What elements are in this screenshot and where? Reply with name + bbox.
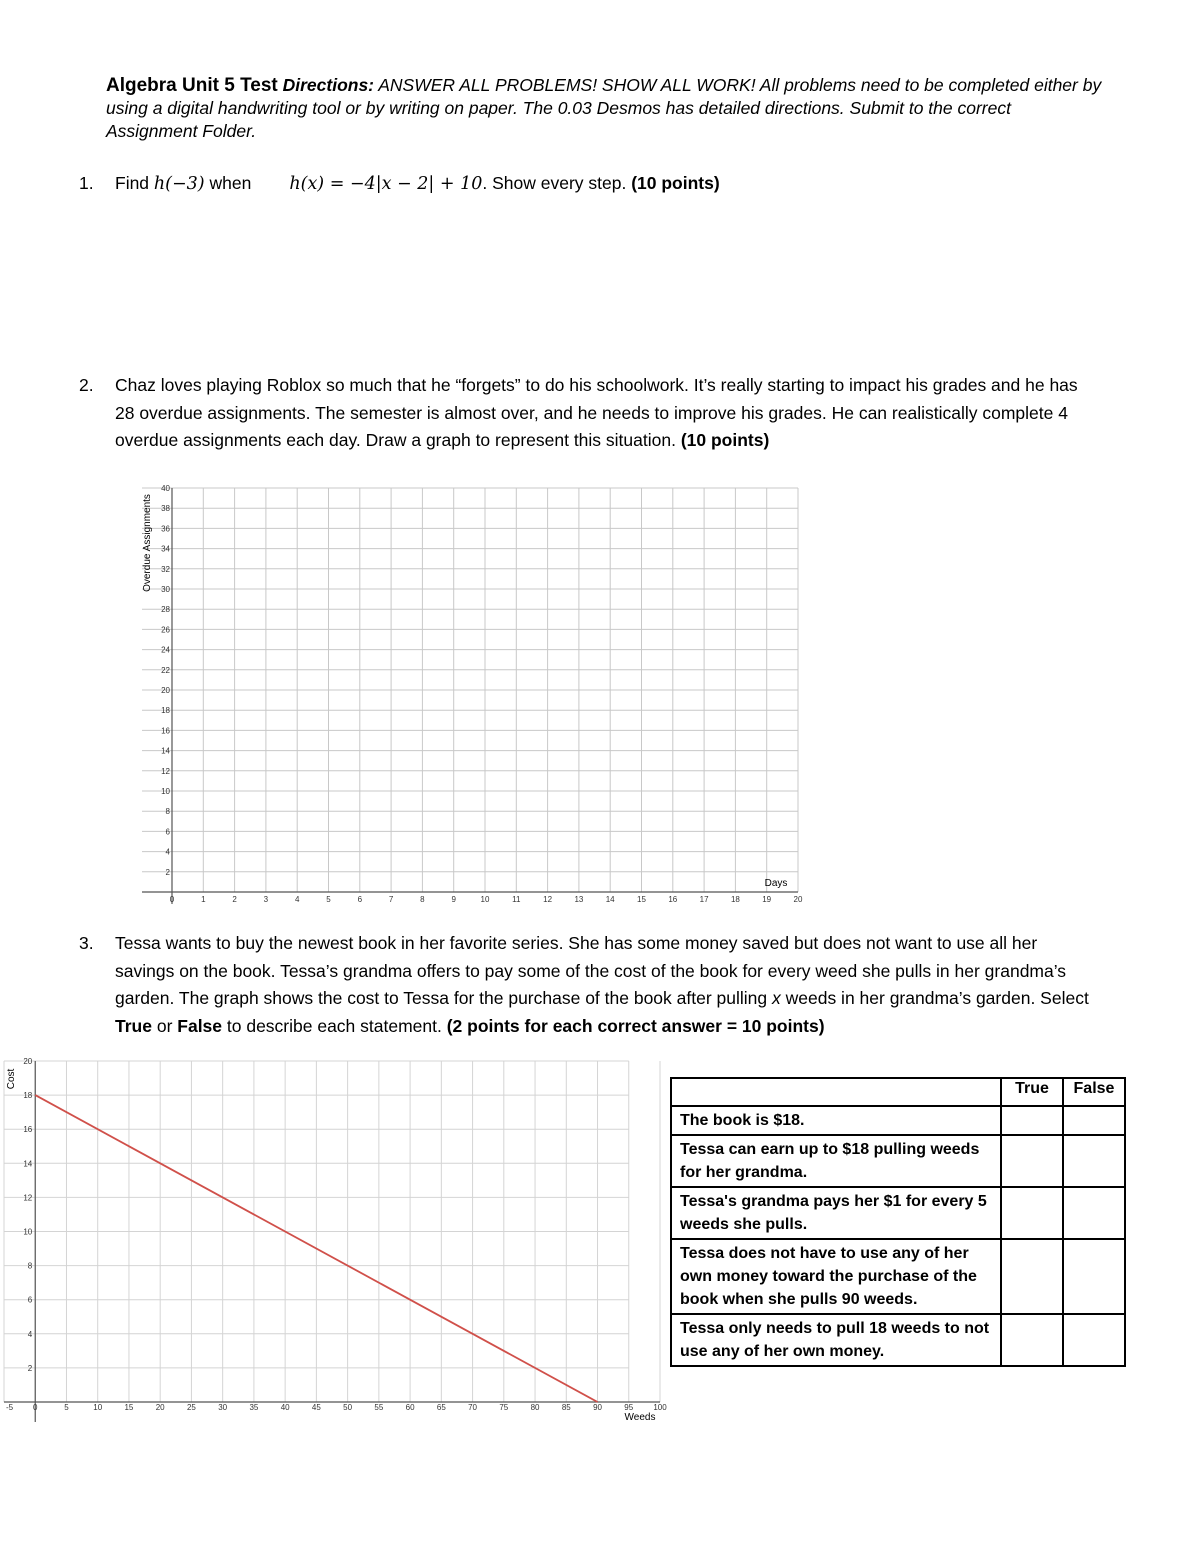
c1-y-tick-label: 4 — [165, 847, 170, 857]
true-header: True — [1001, 1078, 1063, 1106]
c2-y-tick-label: 6 — [27, 1295, 33, 1305]
c2-y-tick-label: 12 — [23, 1193, 33, 1203]
c2-x-tick-label: 25 — [186, 1403, 196, 1412]
c1-x-tick-label: 8 — [420, 895, 425, 904]
c1-y-tick-label: 26 — [161, 625, 170, 635]
c1-y-tick-label: 24 — [161, 645, 170, 655]
q3-points: (2 points for each correct answer = 10 points) — [446, 1015, 825, 1036]
q3-x-var: x — [772, 988, 781, 1008]
table-row — [671, 1187, 1125, 1239]
c1-x-tick-label: 6 — [357, 895, 363, 904]
c1-x-tick-label: 14 — [605, 895, 615, 904]
c1-x-tick-label: 18 — [730, 895, 740, 904]
c1-x-tick-label: 0 — [169, 895, 175, 904]
c2-y-tick-label: 4 — [27, 1329, 33, 1339]
c1-x-tick-label: 17 — [699, 895, 709, 904]
c2-x-tick-label: 0 — [33, 1403, 38, 1412]
q1-text — [115, 170, 1095, 199]
c2-y-tick-label: 20 — [23, 1057, 33, 1066]
c1-y-tick-label: 10 — [161, 787, 170, 796]
q2-number: 2. — [79, 375, 94, 395]
c1-y-tick-label: 28 — [161, 605, 170, 615]
c1-y-tick-labels — [161, 484, 170, 877]
q1-h-of-neg3: h(−3) — [153, 174, 205, 194]
overdue-assignments-grid — [0, 480, 820, 915]
c1-axes — [142, 488, 798, 904]
c2-x-tick-label: 100 — [653, 1403, 667, 1412]
statement-1: The book is $18. — [671, 1106, 1001, 1135]
c1-x-tick-label: 2 — [232, 895, 237, 904]
c2-x-tick-label: 60 — [405, 1403, 415, 1412]
directions-label: Directions: — [282, 75, 375, 95]
c2-y-tick-label: 8 — [27, 1261, 33, 1271]
c1-x-tick-label: 11 — [512, 895, 521, 904]
cost-vs-weeds-chart — [0, 1055, 670, 1435]
c1-y-tick-label: 36 — [161, 524, 170, 534]
c2-x-tick-label: -5 — [6, 1403, 14, 1412]
c1-x-tick-label: 3 — [263, 895, 269, 904]
true-answer-cell-2[interactable] — [1001, 1135, 1063, 1187]
c1-y-tick-label: 34 — [161, 544, 170, 554]
q1-suffix: . Show every step. — [482, 173, 632, 193]
c2-x-tick-label: 85 — [561, 1403, 571, 1412]
q3-true-word: True — [115, 1015, 152, 1036]
c1-y-tick-label: 38 — [161, 504, 170, 514]
test-header — [106, 74, 1106, 143]
c1-x-tick-label: 7 — [388, 895, 394, 904]
c1-x-tick-label: 20 — [793, 895, 803, 904]
c1-y-tick-label: 22 — [161, 665, 170, 675]
q1-number: 1. — [79, 173, 94, 193]
c2-x-tick-label: 95 — [624, 1403, 634, 1412]
statement-5: Tessa only needs to pull 18 weeds to not use any of her own money. — [671, 1314, 1001, 1366]
test-title: Algebra Unit 5 Test — [106, 75, 278, 96]
c1-x-tick-label: 13 — [574, 895, 584, 904]
c2-x-tick-label: 40 — [280, 1403, 290, 1412]
c2-x-tick-label: 45 — [311, 1403, 321, 1412]
c1-x-tick-label: 5 — [326, 895, 331, 904]
c2-x-tick-label: 55 — [374, 1403, 384, 1412]
c2-x-tick-label: 20 — [155, 1403, 165, 1412]
c1-y-axis-label: Overdue Assignments — [142, 494, 153, 592]
c1-y-tick-label: 32 — [161, 564, 170, 574]
statement-3: Tessa's grandma pays her $1 for every 5 weeds she pulls. — [671, 1187, 1001, 1239]
c1-x-tick-label: 4 — [294, 895, 300, 904]
c1-y-tick-label: 12 — [161, 766, 170, 776]
table-row — [671, 1314, 1125, 1366]
true-answer-cell-1[interactable] — [1001, 1106, 1063, 1135]
c2-x-tick-label: 90 — [593, 1403, 602, 1412]
statement-2: Tessa can earn up to $18 pulling weeds for her grandma. — [671, 1135, 1001, 1187]
c2-x-tick-label: 50 — [343, 1403, 353, 1412]
c2-x-tick-label: 30 — [218, 1403, 228, 1412]
q3-number: 3. — [79, 933, 94, 953]
false-answer-cell-5[interactable] — [1063, 1314, 1125, 1366]
q3-body-a: Tessa wants to buy the newest book in her favorite series. She has some money saved but does not want to use all her savings on the book. Tessa’s grandma offers to pay some of the cost of the book for every weed she pulls in her grandma’s garden. The graph shows the cost to Tessa for the purchase of the book after pulling — [115, 933, 1067, 1008]
true-answer-cell-4[interactable] — [1001, 1239, 1063, 1314]
c1-x-tick-label: 10 — [480, 895, 490, 904]
c2-x-tick-label: 5 — [64, 1403, 69, 1412]
c2-x-tick-label: 15 — [124, 1403, 134, 1412]
q1-prefix: Find — [115, 173, 154, 193]
c2-y-tick-label: 14 — [23, 1159, 33, 1169]
c1-y-tick-label: 40 — [161, 484, 170, 493]
c2-x-tick-label: 70 — [468, 1403, 478, 1412]
false-answer-cell-1[interactable] — [1063, 1106, 1125, 1135]
q2-body: Chaz loves playing Roblox so much that he “forgets” to do his schoolwork. It’s really starting to impact his grades and he has 28 overdue assignments. The semester is almost over, and he needs to improve his grades. He can realistically complete 4 overdue assignments each day. Draw a graph to represent this situation. — [115, 375, 1078, 450]
c1-y-tick-label: 2 — [165, 867, 170, 877]
statement-header-cell — [671, 1078, 1001, 1106]
true-false-table — [670, 1077, 1126, 1367]
c1-x-tick-label: 1 — [201, 895, 206, 904]
c2-x-tick-labels — [6, 1403, 667, 1412]
c1-y-tick-label: 16 — [161, 726, 170, 736]
c2-x-tick-label: 80 — [530, 1403, 540, 1412]
q2-points: (10 points) — [680, 430, 770, 450]
true-answer-cell-5[interactable] — [1001, 1314, 1063, 1366]
c1-y-tick-label: 20 — [161, 686, 170, 695]
c1-x-tick-label: 12 — [543, 895, 553, 904]
c2-x-axis-label: Weeds — [624, 1412, 656, 1423]
table-header-row — [671, 1078, 1125, 1106]
c2-y-axis-label: Cost — [6, 1068, 17, 1090]
q1-function: h(x) = −4|x − 2| + 10 — [289, 174, 483, 194]
c2-y-tick-label: 10 — [23, 1227, 33, 1237]
c2-x-tick-label: 35 — [249, 1403, 259, 1412]
statement-4: Tessa does not have to use any of her own money toward the purchase of the book when she pulls 90 weeds. — [671, 1239, 1001, 1314]
q3-text — [115, 930, 1095, 1040]
c2-x-tick-label: 10 — [93, 1403, 103, 1412]
q2-text — [115, 372, 1095, 455]
c1-x-tick-label: 15 — [637, 895, 646, 904]
q3-false-word: False — [177, 1015, 223, 1036]
false-answer-cell-4[interactable] — [1063, 1239, 1125, 1314]
c1-x-tick-label: 16 — [668, 895, 678, 904]
false-answer-cell-2[interactable] — [1063, 1135, 1125, 1187]
c2-y-tick-label: 18 — [23, 1091, 33, 1101]
c1-x-tick-labels — [170, 895, 803, 904]
c2-y-tick-label: 2 — [27, 1363, 33, 1373]
c1-x-tick-label: 19 — [762, 895, 772, 904]
table-row — [671, 1106, 1125, 1135]
q1-points: (10 points) — [631, 173, 720, 193]
directions-text: ANSWER ALL PROBLEMS! SHOW ALL WORK! All problems need to be completed either by using a digital handwriting tool or by writing on paper. The 0.03 Desmos has detailed directions. Submit to the correct Assignment Folder. — [106, 75, 1102, 141]
false-answer-cell-3[interactable] — [1063, 1187, 1125, 1239]
q3-body-b: weeds in her grandma’s garden. Select — [780, 988, 1089, 1008]
q3-or: or — [151, 1015, 178, 1036]
c2-y-tick-labels — [23, 1057, 32, 1373]
c1-y-tick-label: 14 — [161, 746, 170, 756]
table-row — [671, 1135, 1125, 1187]
c2-y-tick-label: 16 — [23, 1125, 33, 1135]
c2-x-tick-label: 65 — [436, 1403, 446, 1412]
c1-y-tick-label: 8 — [165, 807, 170, 817]
c1-y-tick-label: 18 — [161, 706, 170, 716]
table-row — [671, 1239, 1125, 1314]
c1-x-tick-label: 9 — [451, 895, 456, 904]
c2-gridlines — [4, 1061, 660, 1402]
c1-y-tick-label: 30 — [161, 585, 170, 594]
true-answer-cell-3[interactable] — [1001, 1187, 1063, 1239]
c1-y-tick-label: 6 — [165, 827, 170, 837]
q3-body-c: to describe each statement. — [222, 1015, 447, 1036]
c2-x-tick-label: 75 — [499, 1403, 509, 1412]
q1-when: when — [204, 173, 252, 193]
c1-x-axis-label: Days — [764, 878, 788, 889]
c1-gridlines — [142, 488, 798, 892]
false-header: False — [1063, 1078, 1125, 1106]
